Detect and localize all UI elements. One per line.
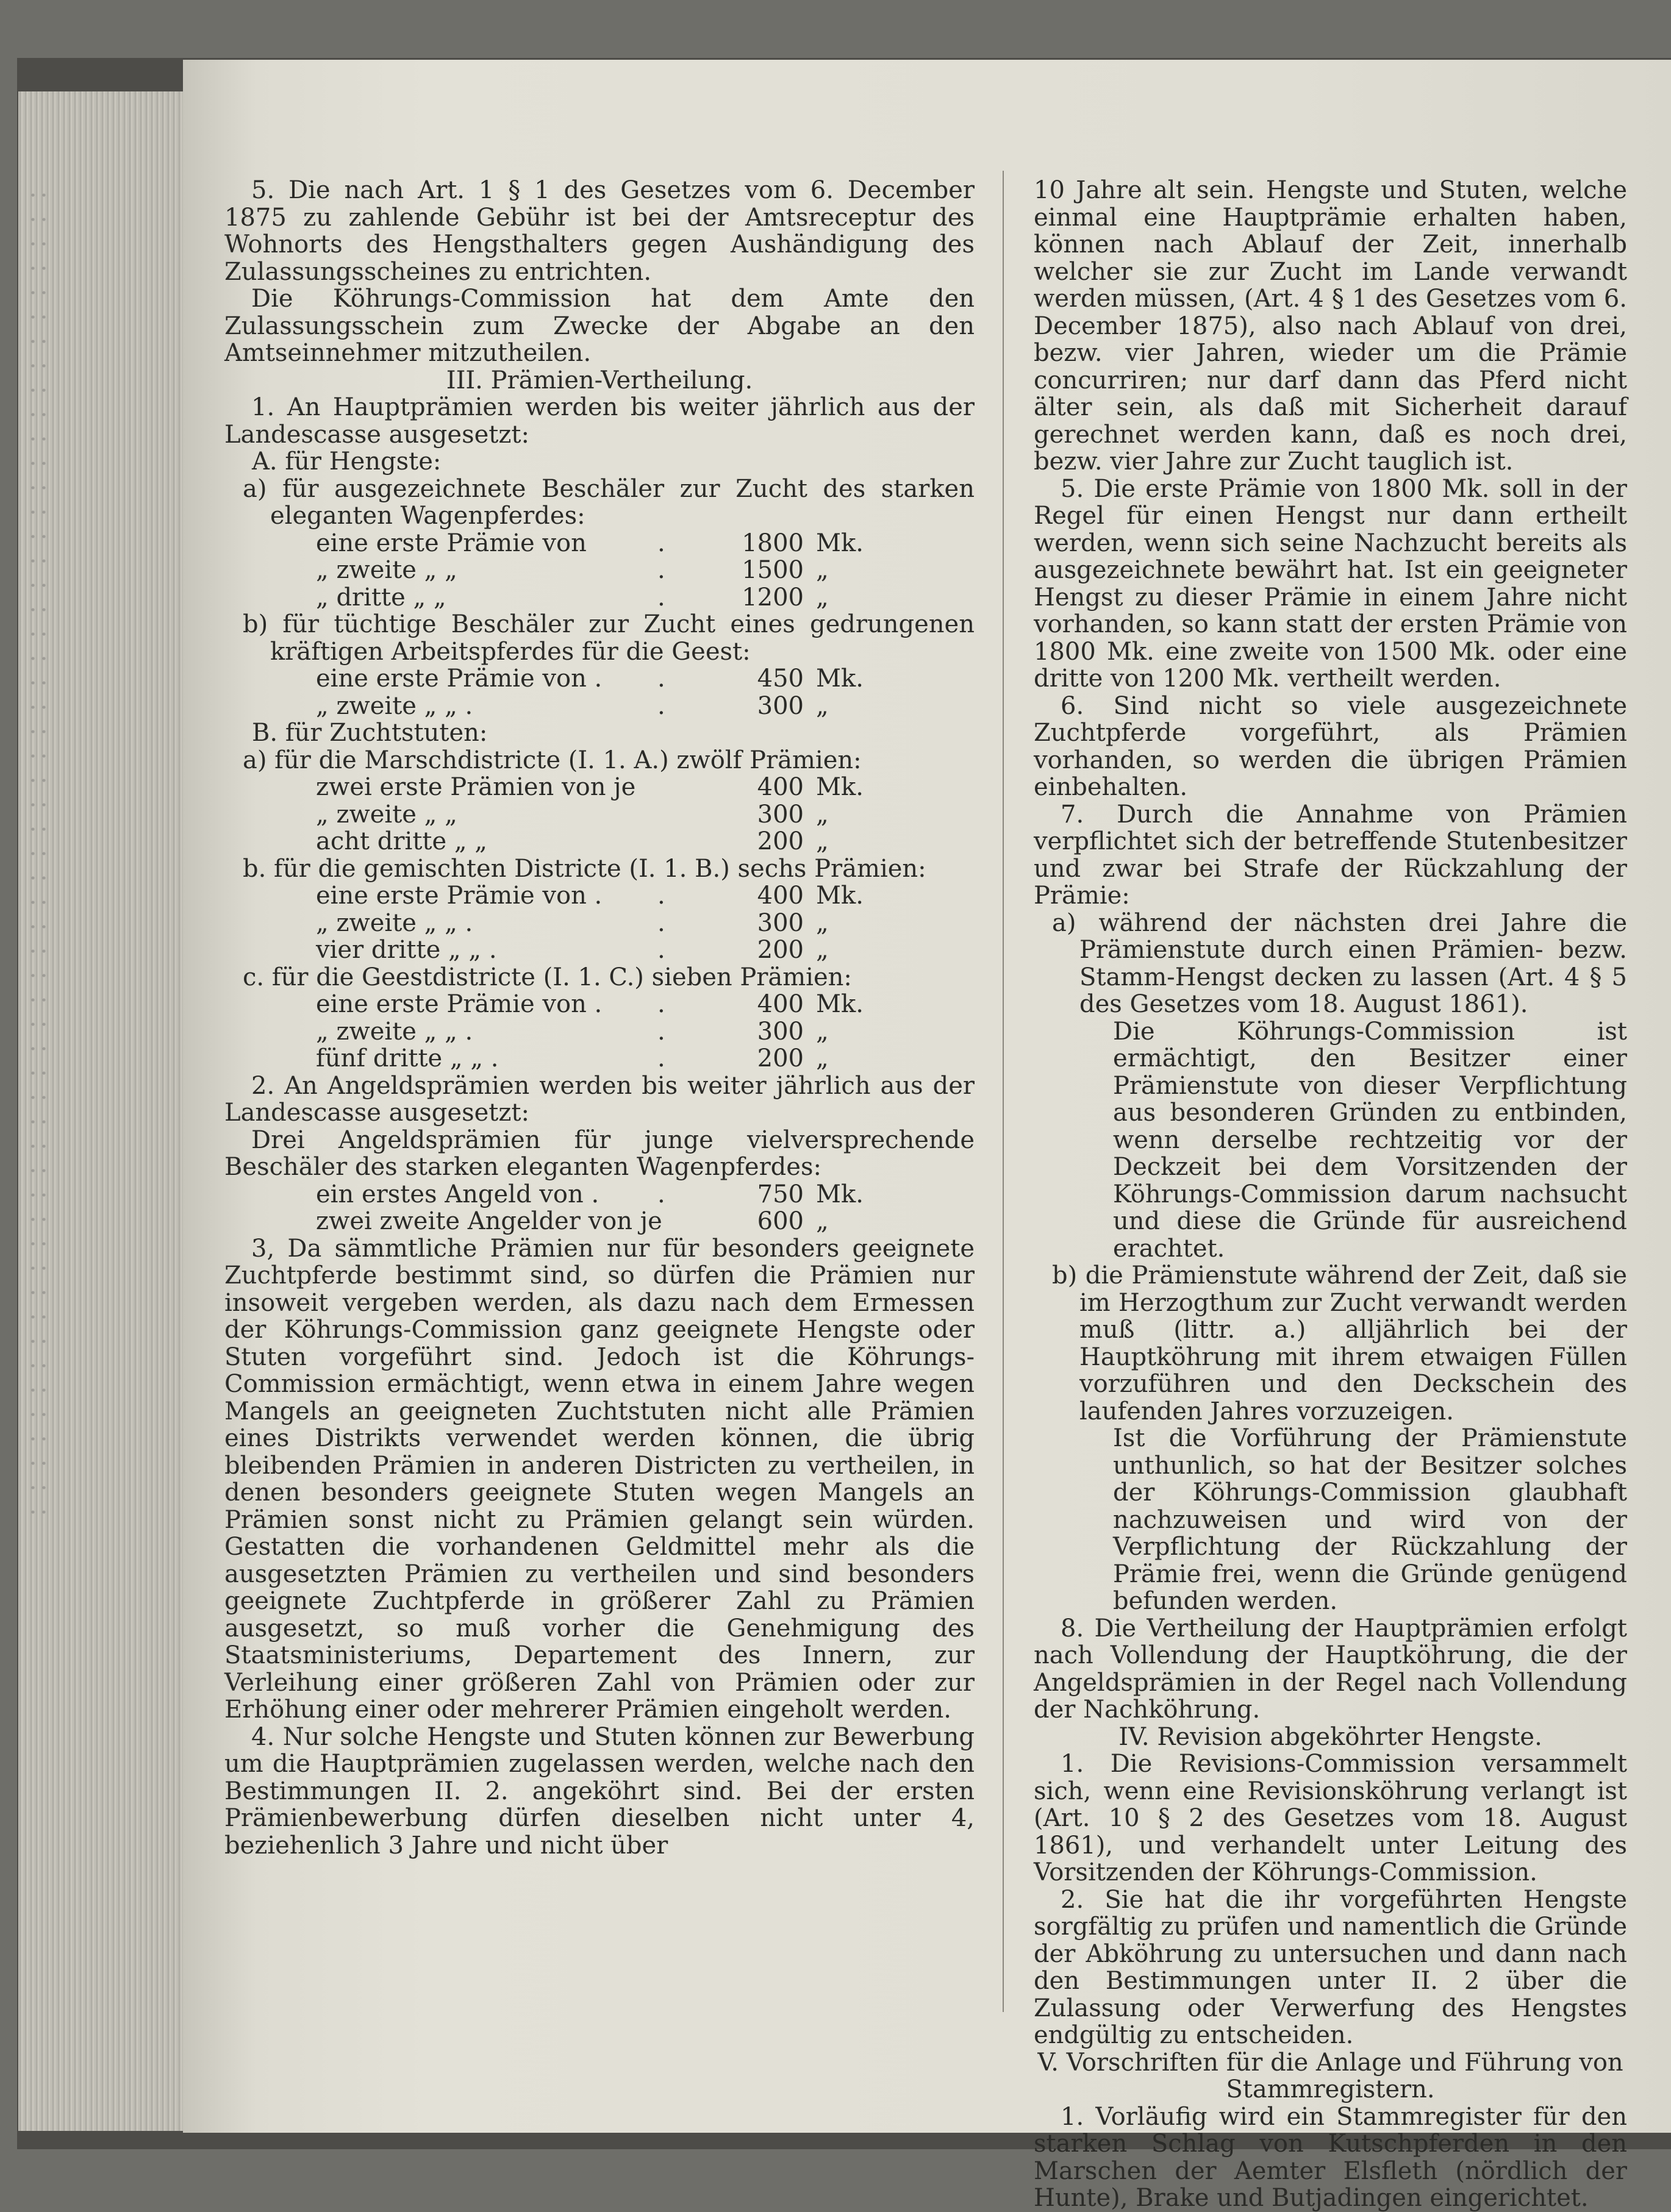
prize-amount: 400 xyxy=(757,882,804,910)
prize-line xyxy=(224,937,975,964)
prize-amount: 600 xyxy=(757,1207,804,1235)
prize-amount: 300 xyxy=(757,800,804,829)
prize-amount: 1800 xyxy=(742,529,804,557)
paragraph: 2. An Angeldsprämien werden bis weiter jährlich aus der Landescasse ausgesetzt: xyxy=(224,1071,975,1127)
paragraph: 1. An Hauptprämien werden bis weiter jährlich aus der Landescasse ausgesetzt: xyxy=(224,393,975,449)
prize-line xyxy=(224,801,975,829)
paragraph: 10 Jahre alt sein. Hengste und Stuten, welche einmal eine Hauptprämie erhalten haben, können nach Ablauf der Zeit, innerhalb welcher sie zur Zucht im Lande verwandt werden müssen, (Art. 4 § 1 des Gesetzes vom 6. December 1875), also nach Ablauf von drei, bezw. vier Jahren, wieder um die Prämie concurriren; nur darf dann das Pferd nicht älter sein, als daß mit Sicherheit darauf gerechnet werden kann, daß es noch drei, bezw. vier Jahre zur Zucht tauglich ist. xyxy=(1034,176,1627,476)
prize-line xyxy=(224,774,975,801)
paragraph: 4. Nur solche Hengste und Stuten können zur Bewerbung um die Hauptprämien zugelassen werden, welche nach den Bestimmungen II. 2. angeköhrt sind. Bei der ersten Prämienbewerbung dürfen dieselben nicht unter 4, beziehenlich 3 Jahre und nicht über xyxy=(224,1722,975,1860)
prize-unit: „ xyxy=(816,908,829,937)
prize-line xyxy=(224,530,975,557)
prize-line xyxy=(224,693,975,720)
prize-line xyxy=(224,1181,975,1208)
prize-label: zwei zweite Angelder von je xyxy=(316,1207,662,1235)
prize-line xyxy=(224,1018,975,1046)
prize-line xyxy=(224,882,975,910)
prize-unit: Mk. xyxy=(816,882,864,910)
prize-unit: Mk. xyxy=(816,529,864,557)
list-item: a) für ausgezeichnete Beschäler zur Zucht des starken eleganten Wagenpferdes: xyxy=(243,474,975,530)
prize-label: „ zweite „ „ . xyxy=(316,1017,473,1046)
prize-unit: „ xyxy=(816,800,829,829)
prize-unit: „ xyxy=(816,691,829,720)
prize-label: „ dritte „ „ xyxy=(316,583,446,612)
paragraph: 2. Sie hat die ihr vorgeführten Hengste sorgfältig zu prüfen und namentlich die Gründe der Abköhrung zu untersuchen und dann nach den Bestimmungen unter II. 2 über die Zulassung oder Verwerfung des Hengstes endgültig zu entscheiden. xyxy=(1034,1885,1627,2049)
prize-dots xyxy=(657,828,718,855)
paragraph: 5. Die nach Art. 1 § 1 des Gesetzes vom 6. December 1875 zu zahlende Gebühr ist bei der Amtsreceptur des Wohnorts des Hengsthalters gegen Aushändigung des Zulassungsscheines zu entrichten. xyxy=(224,176,975,286)
section-heading: III. Prämien-Vertheilung. xyxy=(446,366,753,394)
prize-label: eine erste Prämie von . xyxy=(316,990,603,1018)
list-item: a) für die Marschdistricte (I. 1. A.) zwölf Prämien: xyxy=(243,746,862,774)
prize-label: acht dritte „ „ xyxy=(316,827,488,855)
prize-label: „ zweite „ „ xyxy=(316,800,457,829)
paragraph: Ist die Vorführung der Prämienstute unthunlich, so hat der Besitzer solches der Köhrungs-Commission glaubhaft nachzuweisen und wird von der Verpflichtung der Rückzahlung der Prämie frei, wenn die Gründe genügend befunden werden. xyxy=(1113,1424,1627,1615)
prize-dots: . xyxy=(657,529,665,557)
list-item: c. für die Geestdistricte (I. 1. C.) sieben Prämien: xyxy=(243,963,852,991)
prize-dots: . xyxy=(657,1017,665,1046)
prize-line xyxy=(224,991,975,1018)
list-item: b) die Prämienstute während der Zeit, daß sie im Herzogthum zur Zucht verwandt werden muß (littr. a.) alljährlich bei der Hauptköhrung mit ihrem etwaigen Füllen vorzuführen und den Deckschein des laufenden Jahres vorzuzeigen. xyxy=(1052,1261,1627,1425)
paragraph: 5. Die erste Prämie von 1800 Mk. soll in der Regel für einen Hengst nur dann ertheilt werden, wenn sich seine Nachzucht bereits als ausgezeichnete bewährt hat. Ist ein geeigneter Hengst zu dieser Prämie in einem Jahre nicht vorhanden, so kann statt der ersten Prämie von 1800 Mk. eine zweite von 1500 Mk. oder eine dritte von 1200 Mk. vertheilt werden. xyxy=(1034,474,1627,693)
prize-amount: 400 xyxy=(757,773,804,801)
prize-label: ein erstes Angeld von . xyxy=(316,1180,599,1208)
paragraph: 3, Da sämmtliche Prämien nur für besonders geeignete Zuchtpferde bestimmt sind, so dürfen die Prämien nur insoweit vergeben werden, als dazu nach dem Ermessen der Köhrungs-Commission ganz geeignete Hengste oder Stuten vorgeführt sind. Jedoch ist die Köhrungs-Commission ermächtigt, wenn etwa in einem Jahre wegen Mangels an geeigneten Zuchtstuten nicht alle Prämien eines Distrikts verwendet werden können, die übrig bleibenden Prämien in anderen Districten zu vertheilen, in denen besonders geeignete Stuten wegen Mangels an Prämien sonst nicht zu Prämien gelangt sein würden. Gestatten die vorhandenen Geldmittel mehr als die ausgesetzten Prämien zu vertheilen und sind besonders geeignete Zuchtpferde in größerer Zahl zu Prämien ausgesetzt, so muß vorher die Genehmigung des Staatsministeriums, Departement des Innern, zur Verleihung einer größeren Zahl von Prämien oder zur Erhöhung einer oder mehrerer Prämien eingeholt werden. xyxy=(224,1234,975,1724)
subsection-label: A. für Hengste: xyxy=(252,448,442,476)
prize-dots: . xyxy=(657,583,665,612)
prize-line xyxy=(224,584,975,612)
prize-label: eine erste Prämie von . xyxy=(316,882,603,910)
paragraph: 1. Vorläufig wird ein Stammregister für den starken Schlag von Kutschpferden in den Marschen der Aemter Elsfleth (nördlich der Hunte), Brake und Butjadingen eingerichtet. xyxy=(1034,2102,1627,2212)
prize-amount: 200 xyxy=(757,827,804,855)
prize-dots: . xyxy=(657,990,665,1018)
prize-label: „ zweite „ „ . xyxy=(316,691,473,720)
prize-unit: „ xyxy=(816,1207,829,1235)
prize-dots: . xyxy=(657,665,665,693)
right-column xyxy=(1034,177,1627,2212)
prize-dots: . xyxy=(657,936,665,964)
prize-label: zwei erste Prämien von je xyxy=(316,773,636,801)
prize-label: eine erste Prämie von . xyxy=(316,665,603,693)
prize-label: „ zweite „ „ xyxy=(316,556,457,584)
prize-unit: „ xyxy=(816,827,829,855)
section-heading: IV. Revision abgeköhrter Hengste. xyxy=(1118,1722,1542,1751)
prize-dots: . xyxy=(657,1180,665,1208)
prize-unit: „ xyxy=(816,1044,829,1072)
prize-label: eine erste Prämie von xyxy=(316,529,587,557)
prize-line xyxy=(224,1045,975,1072)
subsection-label: B. für Zuchtstuten: xyxy=(252,719,488,747)
prize-label: „ zweite „ „ . xyxy=(316,908,473,937)
left-column xyxy=(224,177,975,1859)
prize-dots xyxy=(657,1208,718,1235)
paragraph: Die Köhrungs-Commission hat dem Amte den Zulassungsschein zum Zwecke der Abgabe an den Amtseinnehmer mitzutheilen. xyxy=(224,285,975,367)
prize-amount: 200 xyxy=(757,1044,804,1072)
paragraph: 6. Sind nicht so viele ausgezeichnete Zuchtpferde vorgeführt, als Prämien vorhanden, so werden die übrigen Prämien einbehalten. xyxy=(1034,691,1627,801)
prize-dots xyxy=(657,801,718,829)
prize-unit: Mk. xyxy=(816,773,864,801)
prize-amount: 450 xyxy=(757,665,804,693)
prize-unit: „ xyxy=(816,583,829,612)
section-heading: V. Vorschriften für die Anlage und Führung von Stammregistern. xyxy=(1037,2048,1623,2103)
prize-label: vier dritte „ „ . xyxy=(316,936,497,964)
paragraph: Drei Angeldsprämien für junge vielversprechende Beschäler des starken eleganten Wagenpferdes: xyxy=(224,1126,975,1181)
prize-amount: 300 xyxy=(757,1017,804,1046)
prize-line xyxy=(224,828,975,855)
prize-dots: . xyxy=(657,1044,665,1072)
prize-amount: 200 xyxy=(757,936,804,964)
prize-unit: Mk. xyxy=(816,665,864,693)
prize-dots: . xyxy=(657,908,665,937)
column-divider xyxy=(1003,171,1004,2012)
paragraph: 1. Die Revisions-Commission versammelt sich, wenn eine Revisionsköhrung verlangt ist (Art. 10 § 2 des Gesetzes vom 18. August 1861), und verhandelt unter Leitung des Vorsitzenden der Köhrungs-Commission. xyxy=(1034,1750,1627,1886)
list-item: a) während der nächsten drei Jahre die Prämienstute durch einen Prämien- bezw. Stamm-Hengst decken zu lassen (Art. 4 § 5 des Gesetzes vom 18. August 1861). xyxy=(1052,908,1627,1018)
paragraph: 8. Die Vertheilung der Hauptprämien erfolgt nach Vollendung der Hauptköhrung, die der Angeldsprämien in der Regel nach Vollendung der Nachköhrung. xyxy=(1034,1614,1627,1724)
prize-amount: 1500 xyxy=(742,556,804,584)
prize-amount: 1200 xyxy=(742,583,804,612)
paragraph: Die Köhrungs-Commission ist ermächtigt, den Besitzer einer Prämienstute von dieser Verpflichtung aus besonderen Gründen zu entbinden, wenn derselbe rechtzeitig vor der Deckzeit bei dem Vorsitzenden der Köhrungs-Commission darum nachsucht und diese die Gründe für ausreichend erachtet. xyxy=(1113,1017,1627,1263)
prize-unit: „ xyxy=(816,936,829,964)
prize-amount: 400 xyxy=(757,990,804,1018)
prize-dots: . xyxy=(657,691,665,720)
prize-line xyxy=(224,910,975,937)
prize-dots: . xyxy=(657,882,665,910)
prize-dots: . xyxy=(657,556,665,584)
prize-unit: „ xyxy=(816,1017,829,1046)
prize-dots xyxy=(657,774,718,801)
prize-label: fünf dritte „ „ . xyxy=(316,1044,499,1072)
prize-unit: „ xyxy=(816,556,829,584)
prize-unit: Mk. xyxy=(816,1180,864,1208)
list-item: b) für tüchtige Beschäler zur Zucht eines gedrungenen kräftigen Arbeitspferdes für die Geest: xyxy=(243,610,975,666)
prize-amount: 750 xyxy=(757,1180,804,1208)
paragraph: 7. Durch die Annahme von Prämien verpflichtet sich der betreffende Stutenbesitzer und zwar bei Strafe der Rückzahlung der Prämie: xyxy=(1034,800,1627,910)
list-item: b. für die gemischten Districte (I. 1. B.) sechs Prämien: xyxy=(243,854,926,883)
prize-unit: Mk. xyxy=(816,990,864,1018)
prize-line xyxy=(224,665,975,693)
prize-amount: 300 xyxy=(757,691,804,720)
page-edge-stains xyxy=(27,183,46,1524)
prize-line xyxy=(224,1208,975,1235)
prize-amount: 300 xyxy=(757,908,804,937)
prize-line xyxy=(224,557,975,584)
